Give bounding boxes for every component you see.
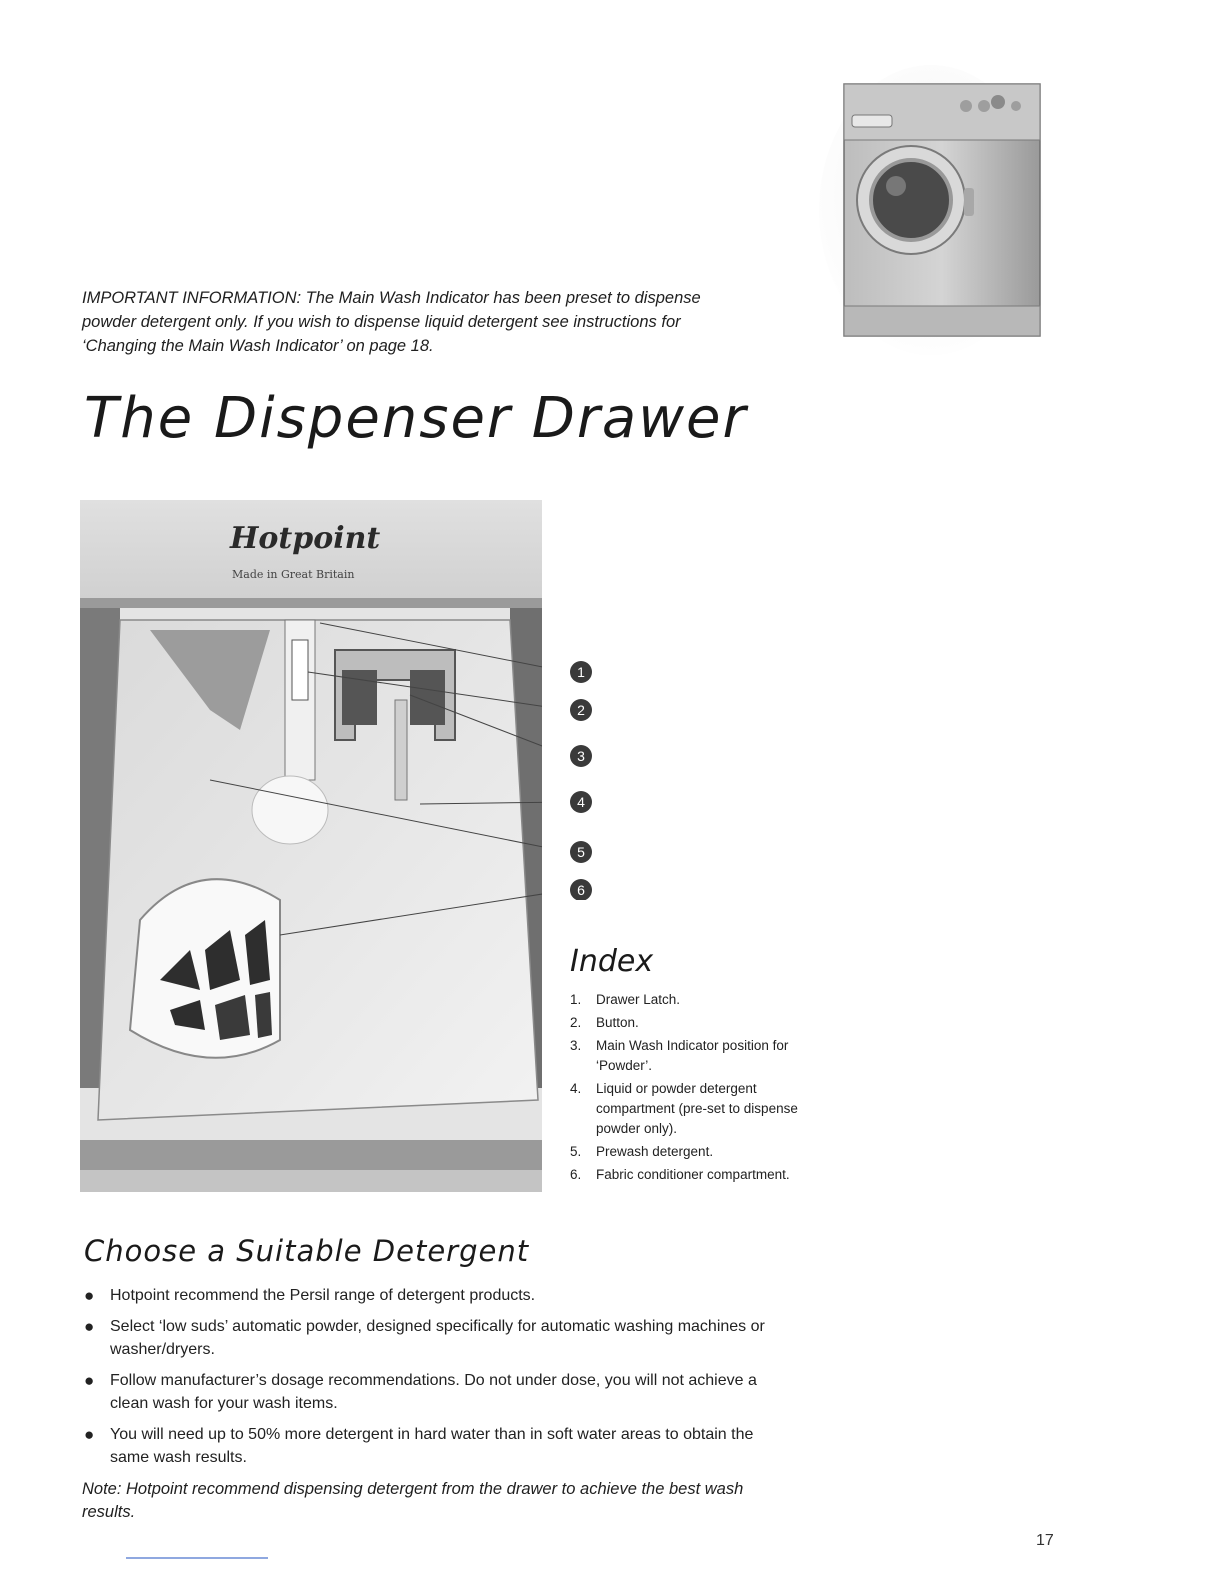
callout-6: 6 <box>577 882 585 898</box>
footer-rule <box>126 1557 268 1559</box>
list-item: ● Follow manufacturer’s dosage recommendations. Do not under dose, you will not achieve a clean wash for your wash items. <box>84 1369 784 1416</box>
callout-3: 3 <box>577 748 585 764</box>
list-item: ● Hotpoint recommend the Persil range of detergent products. <box>84 1284 784 1308</box>
washing-machine-illustration <box>816 60 1046 360</box>
page-title: The Dispenser Drawer <box>84 386 748 451</box>
callout-5: 5 <box>577 844 585 860</box>
bullet-icon: ● <box>84 1424 95 1444</box>
bullet-icon: ● <box>84 1370 95 1390</box>
index-item: 4. Liquid or powder detergent compartment (pre-set to dispense powder only). <box>570 1081 798 1136</box>
bullet-icon: ● <box>84 1316 95 1336</box>
page-number: 17 <box>1036 1532 1054 1549</box>
index-item: 5. Prewash detergent. <box>570 1144 714 1159</box>
bullet-icon: ● <box>84 1286 95 1305</box>
callout-4: 4 <box>577 794 585 810</box>
list-item: ● Select ‘low suds’ automatic powder, designed specifically for automatic washing machines or washer/dryers. <box>84 1315 784 1362</box>
index-item: 2. Button. <box>570 1015 639 1030</box>
detergent-heading: Choose a Suitable Detergent <box>84 1234 530 1268</box>
important-information: IMPORTANT INFORMATION: The Main Wash Indicator has been preset to dispense powder detergent only. If you wish to dispense liquid detergent see instructions for ‘Changing the Main Wash Indicator’ on page 18. <box>82 289 701 355</box>
made-in-label: Made in Great Britain <box>232 568 355 581</box>
callout-badges <box>568 660 598 900</box>
index-item: 1. Drawer Latch. <box>570 992 681 1007</box>
dispenser-drawer-illustration <box>80 480 542 1202</box>
callout-2: 2 <box>577 702 585 718</box>
index-item: 6. Fabric conditioner compartment. <box>570 1167 790 1182</box>
note-text: Note: Hotpoint recommend dispensing detergent from the drawer to achieve the best wash results. <box>82 1480 744 1521</box>
index-item: 3. Main Wash Indicator position for ‘Powder’. <box>570 1038 789 1073</box>
washing-machine-photo <box>816 60 1046 360</box>
dispenser-drawer-photo <box>80 480 542 1202</box>
list-item: ● You will need up to 50% more detergent in hard water than in soft water areas to obtain the same wash results. <box>84 1423 784 1470</box>
index-list <box>570 990 810 1188</box>
hotpoint-logo: Hotpoint <box>230 521 381 556</box>
callout-1: 1 <box>577 664 585 680</box>
index-heading: Index <box>570 944 654 979</box>
detergent-bullet-list <box>84 1284 784 1477</box>
